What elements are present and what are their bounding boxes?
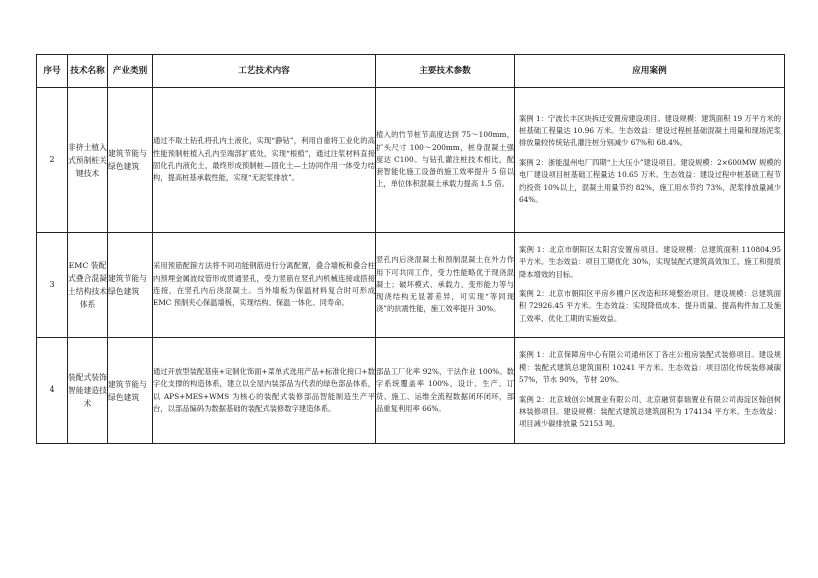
table-row <box>37 233 785 338</box>
application-cases <box>515 233 785 338</box>
technology-table <box>36 54 785 444</box>
process-content: 通过不取土钻孔将孔内土液化，实现“静钻”，利用自重将工业化的高性能预制桩植入孔内至端部扩底处，实现“根植”，通过注浆材料直接固化孔内液化土，最终形成预制桩—固化土—土协同作用一体受力结构，提高桩基承载性能，实现“无泥浆排放”。 <box>153 88 376 233</box>
process-content: 通过开放型装配基座+定制化饰面+菜单式选用产品+标准化接口+数字化支撑的构造体系，建立以全屋内装部品为代表的绿色部品体系，以 APS+MES+WMS 为核心的装配式装修部品智能制造生产平台，以部品编码为数据基础的装配式装修数字建造体系。 <box>153 338 376 444</box>
technical-parameters: 竖孔内后浇混凝土和预制混凝土在外力作用下可共同工作，受力性能略优于现浇混凝土；破坏模式、承载力、变形能力等与现浇结构无显著差异，可实现“等同现浇”的抗震性能，施工效率提升 30%。 <box>376 233 515 338</box>
industry-category: 建筑节能与绿色建筑 <box>108 338 153 444</box>
header-name: 技术名称 <box>68 55 108 88</box>
header-content: 工艺技术内容 <box>153 55 376 88</box>
technology-name: EMC 装配式叠合混凝土结构技术体系 <box>68 233 108 338</box>
process-content: 采用预筋配箍方法将不同功能钢筋进行分离配置，叠合墙板和叠合柱内预埋金属波纹管形成贯通竖孔，受力竖筋在竖孔内机械连接或搭接连接，在竖孔内后浇混凝土。当外墙板为保温材料复合时可形成 EMC 预制夹心保温墙板，实现结构、保温一体化、同寿命。 <box>153 233 376 338</box>
technology-name: 装配式装饰智能建造技术 <box>68 338 108 444</box>
technical-parameters: 部品工厂化率 92%，干法作业 100%。数字系统覆盖率 100%，设计、生产、订货、施工、运维全流程数据闭环闭环，部品重复利用率 66%。 <box>376 338 515 444</box>
case-item: 案例 1：北京保障房中心有限公司通州区丁各庄公租房装配式装修项目。建设规模：装配式建筑总建筑面积 10241 平方米。生态效益：项目固化传统装修减碳 57%，节水 90%，节材 20%。 <box>519 350 781 385</box>
row-index: 2 <box>37 88 68 233</box>
header-cases: 应用案例 <box>515 55 785 88</box>
table-row <box>37 338 785 444</box>
industry-category: 建筑节能与绿色建筑 <box>108 233 153 338</box>
header-category: 产业类别 <box>108 55 153 88</box>
case-item: 案例 2：北京城创公域置业有限公司、北京融贸泰瑞置业有限公司海淀区翰创树林装修项目。建设规模：装配式建筑总建筑面积为 174134 平方米。生态效益：项目减少碳排放量 52153 吨。 <box>519 394 781 429</box>
technical-parameters: 植入的竹节桩节高度达到 75～100mm，扩头尺寸 100～200mm，桩身混凝土强度达 C100。与钻孔灌注桩技术相比，配套智能化施工设备的施工效率提升 5 倍以上，单位体积混凝土承载力提高 1.5 倍。 <box>376 88 515 233</box>
application-cases <box>515 88 785 233</box>
header-index: 序号 <box>37 55 68 88</box>
case-item: 案例 1：宁波长丰区块拆迁安置房建设项目。建设规模：建筑面积 19 万平方米的桩基础工程量达 10.96 万米。生态效益：建设过程桩基础混凝土用量和现场泥浆排放量较传统钻孔灌注桩分别减少 67%和 68.4%。 <box>519 113 781 148</box>
case-item: 案例 2：北京市朝阳区平房乡棚户区改造和环境整治项目。建设规模：总建筑面积 72926.45 平方米。生态效益：实现降低成本、提升质量、提高构件加工及施工效率、优化工期的实施效益。 <box>519 289 781 323</box>
row-index: 4 <box>37 338 68 444</box>
technology-name: 非挤土植入式预制桩关键技术 <box>68 88 108 233</box>
table-header <box>37 55 785 88</box>
industry-category: 建筑节能与绿色建筑 <box>108 88 153 233</box>
case-item: 案例 2：浙能温州电厂四期“上大压小”建设项目。建设规模：2×600MW 规模的电厂建设项目桩基础工程量达 10.65 万米。生态效益：建设过程中桩基础工程节约投资 10%以上，混凝土用量节约 82%，施工用水节约 73%，泥浆排放量减少 64%。 <box>519 157 781 205</box>
application-cases <box>515 338 785 444</box>
header-params: 主要技术参数 <box>376 55 515 88</box>
row-index: 3 <box>37 233 68 338</box>
table-row <box>37 88 785 233</box>
case-item: 案例 1：北京市朝阳区太阳宫安置房项目。建设规模：总建筑面积 110804.95 平方米。生态效益：项目工期优化 30%，实现装配式建筑高效加工、施工和提质降本增效的目标。 <box>519 244 781 279</box>
